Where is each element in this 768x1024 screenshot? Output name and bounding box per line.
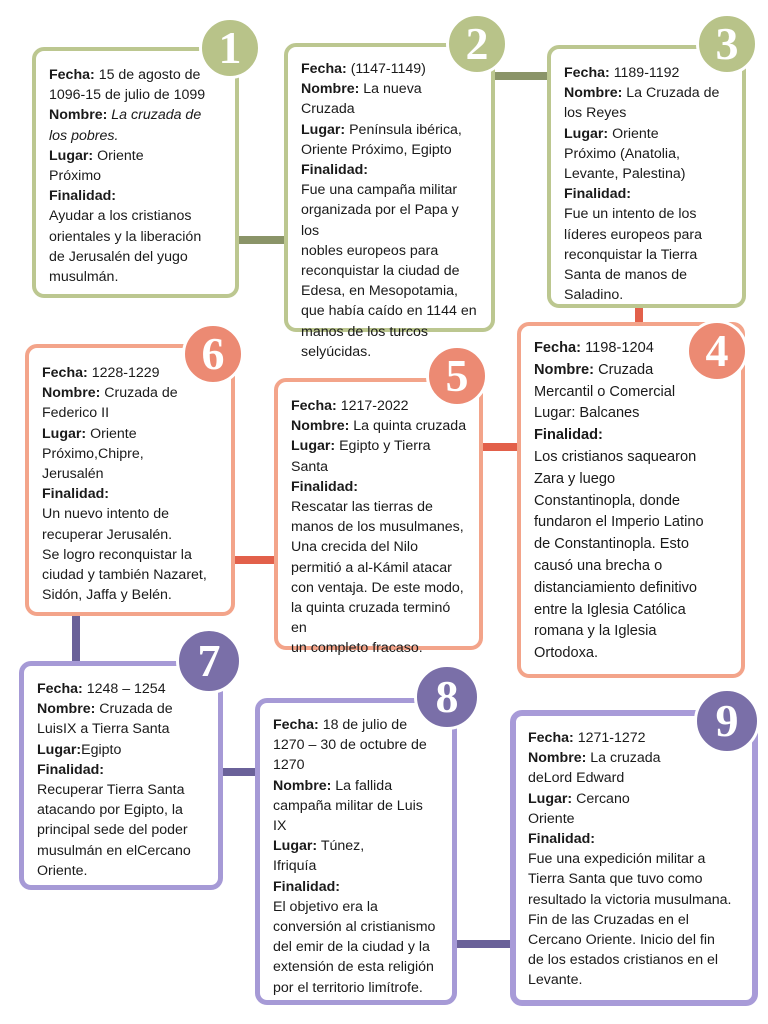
finalidad-line: ciudad y también Nazaret, [42,567,207,584]
nombre-value-2: LuisIX a Tierra Santa [37,721,170,738]
connector-6-7 [72,616,80,662]
nombre-label: Nombre: [528,750,587,767]
finalidad-line: de Constantinopla. Esto [534,536,689,553]
finalidad-line: Saladino. [564,287,624,304]
finalidad-label: Finalidad: [534,427,603,444]
finalidad-line: por el territorio limítrofe. [273,979,423,996]
finalidad-line: un completo fracaso. [291,640,423,657]
nombre-label: Nombre: [301,81,360,98]
finalidad-line: líderes europeos para [564,226,703,243]
finalidad-line: Rescatar las tierras de [291,499,433,516]
finalidad-line: la quinta cruzada terminó en [291,600,451,637]
finalidad-line: Zara y luego [534,470,616,487]
finalidad-line: Santa de manos de [564,267,688,284]
finalidad-line: causó una brecha o [534,557,663,574]
finalidad-line: Fue una campaña militar [301,182,458,199]
finalidad-line: resultado la victoria musulmana. [528,891,732,908]
finalidad-line: atacando por Egipto, la [37,802,183,819]
fecha-label: Fecha: [528,730,574,746]
finalidad-line: Ayudar a los cristianos [49,208,192,225]
nombre-label: Nombre: [42,385,101,402]
finalidad-label: Finalidad: [49,188,116,205]
fecha-value: 1228-1229 [91,365,160,381]
finalidad-line: Los cristianos saquearon [534,448,697,465]
nombre-value: Cruzada [598,361,654,378]
finalidad-line: El objetivo era la [273,898,378,915]
finalidad-label: Finalidad: [273,878,340,895]
finalidad-line: principal sede del poder [37,822,188,839]
lugar-value: Oriente [97,147,144,164]
lugar-value-3: Levante, Palestina) [564,166,686,183]
fecha-label: Fecha: [301,61,347,77]
nombre-value-2: los Reyes [564,105,627,122]
lugar-label: Lugar: [301,121,346,138]
crusade-card-5 [274,378,483,657]
fecha-value: (1147-1149) [350,61,426,77]
finalidad-line: Una crecida del Nilo [291,539,418,556]
finalidad-line: reconquistar la Tierra [564,246,698,263]
lugar-label: Lugar: [564,125,609,142]
lugar-value-2: Oriente Próximo, Egipto [301,141,452,158]
lugar-label: Lugar: [273,838,318,855]
finalidad-line: Un nuevo intento de [42,506,169,523]
nombre-label: Nombre: [564,85,623,102]
fecha-value-3: 1270 [273,757,305,774]
finalidad-line: que había caído en 1144 en [301,303,477,320]
finalidad-label: Finalidad: [42,486,109,503]
lugar-label: Lugar: [37,741,82,758]
finalidad-line: reconquistar la ciudad de [301,263,460,280]
crusade-card-2 [284,43,495,360]
lugar-line: Lugar: Balcanes [534,405,640,422]
fecha-label: Fecha: [291,398,337,414]
finalidad-line: extensión de esta religión [273,959,434,976]
number-badge-9: 9 [694,688,760,754]
finalidad-line: Cercano Oriente. Inicio del fin [528,932,715,949]
connector-1-2 [236,236,286,244]
finalidad-label: Finalidad: [291,478,358,495]
crusade-card-8 [255,698,457,1005]
nombre-value-2: campaña militar de Luis [273,797,423,814]
nombre-value-2: Mercantil o Comercial [534,383,676,400]
crusade-card-7 [19,661,223,890]
lugar-value-2: Próximo [49,168,102,185]
fecha-value: 1189-1192 [613,65,680,81]
finalidad-line: Fue una expedición militar a [528,851,706,868]
finalidad-label: Finalidad: [528,831,595,848]
finalidad-label: Finalidad: [564,186,631,203]
finalidad-line: conversión al cristianismo [273,919,436,936]
finalidad-line: fundaron el Imperio Latino [534,514,704,531]
number-badge-6: 6 [182,323,244,385]
finalidad-line: musulmán en elCercano [37,842,191,859]
finalidad-line: nobles europeos para [301,242,439,259]
finalidad-label: Finalidad: [37,761,104,778]
nombre-value: La cruzada de [111,107,202,124]
fecha-value: 1271-1272 [577,730,646,746]
finalidad-line: Oriente. [37,862,88,879]
finalidad-line: Se logro reconquistar la [42,546,192,563]
lugar-value-2: Ifriquía [273,858,317,875]
lugar-value-3: Jerusalén [42,466,104,483]
finalidad-line: de Jerusalén del yugo [49,248,188,265]
fecha-value: 18 de julio de [322,717,408,733]
nombre-value-2: deLord Edward [528,770,625,787]
crusade-card-1 [32,47,239,298]
nombre-value-2: Federico II [42,405,110,422]
nombre-value: Cruzada de [104,385,178,402]
nombre-value: La nueva Cruzada [301,81,422,118]
finalidad-line: Sidón, Jaffa y Belén. [42,587,172,604]
lugar-value-2: Santa [291,458,329,475]
fecha-label: Fecha: [37,681,83,697]
finalidad-line: de los estados cristianos en el [528,952,719,969]
fecha-value: 1248 – 1254 [86,681,166,697]
lugar-value: Egipto y Tierra [339,438,431,455]
lugar-label: Lugar: [528,790,573,807]
nombre-label: Nombre: [37,701,96,718]
finalidad-line: romana y la Iglesia [534,623,657,640]
finalidad-line: entre la Iglesia Católica [534,601,686,618]
lugar-value: Península ibérica, [349,121,462,138]
crusade-card-3 [547,45,746,308]
nombre-label: Nombre: [49,107,108,124]
fecha-label: Fecha: [42,365,88,381]
finalidad-line: Fue un intento de los [564,206,697,223]
fecha-label: Fecha: [534,340,582,356]
finalidad-line: Ortodoxa. [534,645,599,662]
connector-5-6 [233,556,277,564]
nombre-label: Nombre: [273,777,332,794]
nombre-value: Cruzada de [99,701,173,718]
lugar-value-2: Próximo (Anatolia, [564,145,680,162]
finalidad-line: Levante. [528,972,583,989]
finalidad-line: Constantinopla, donde [534,492,681,509]
nombre-value: La cruzada [590,750,661,767]
number-badge-8: 8 [414,664,480,730]
finalidad-line: recuperar Jerusalén. [42,526,173,543]
finalidad-line: Tierra Santa que tuvo como [528,871,703,888]
nombre-value-3: IX [273,818,287,835]
connector-2-3 [494,72,550,80]
nombre-label: Nombre: [291,418,350,435]
lugar-value-2: Próximo,Chipre, [42,445,144,462]
finalidad-label: Finalidad: [301,162,368,179]
number-badge-4: 4 [686,320,748,382]
crusade-card-9 [510,710,758,1006]
lugar-value: Cercano [576,790,630,807]
finalidad-line: manos de los turcos [301,323,428,340]
lugar-value: Oriente [90,425,137,442]
nombre-value: La Cruzada de [626,85,720,102]
connector-8-9 [456,940,512,948]
finalidad-line: con ventaja. De este modo, [291,579,464,596]
number-badge-2: 2 [446,13,508,75]
finalidad-line: permitió a al-Kámil atacar [291,559,452,576]
lugar-label: Lugar: [49,147,94,164]
fecha-value-2: 1096-15 de julio de 1099 [49,87,206,104]
lugar-value: Oriente [612,125,659,142]
finalidad-line: Recuperar Tierra Santa [37,782,185,799]
number-badge-5: 5 [426,345,488,407]
finalidad-line: Edesa, en Mesopotamia, [301,283,458,300]
fecha-value: 1217-2022 [340,398,409,414]
finalidad-line: manos de los musulmanes, [291,519,464,536]
nombre-value-2: los pobres. [49,127,119,144]
fecha-value: 1198-1204 [585,340,654,356]
fecha-label: Fecha: [273,717,319,733]
nombre-label: Nombre: [534,361,594,378]
connector-4-5 [482,443,520,451]
finalidad-line: Fin de las Cruzadas en el [528,911,689,928]
nombre-value: La fallida [335,777,393,794]
finalidad-line: distanciamiento definitivo [534,579,698,596]
lugar-label: Lugar: [291,438,336,455]
lugar-value-2: Oriente [528,810,575,827]
fecha-label: Fecha: [564,65,610,81]
number-badge-7: 7 [176,628,242,694]
connector-7-8 [222,768,256,776]
fecha-value: 15 de agosto de [98,67,201,83]
finalidad-line: orientales y la liberación [49,228,202,245]
finalidad-line: organizada por el Papa y los [301,202,459,239]
crusade-card-6 [25,344,235,616]
nombre-value: La quinta cruzada [353,418,467,435]
fecha-value-2: 1270 – 30 de octubre de [273,737,427,754]
number-badge-3: 3 [696,13,758,75]
finalidad-line: del emir de la ciudad y la [273,939,430,956]
number-badge-1: 1 [199,17,261,79]
finalidad-line: selyúcidas. [301,343,372,360]
lugar-value: Túnez, [320,838,365,855]
lugar-value: Egipto [81,741,122,758]
lugar-label: Lugar: [42,425,87,442]
finalidad-line: musulmán. [49,269,119,286]
fecha-label: Fecha: [49,67,95,83]
